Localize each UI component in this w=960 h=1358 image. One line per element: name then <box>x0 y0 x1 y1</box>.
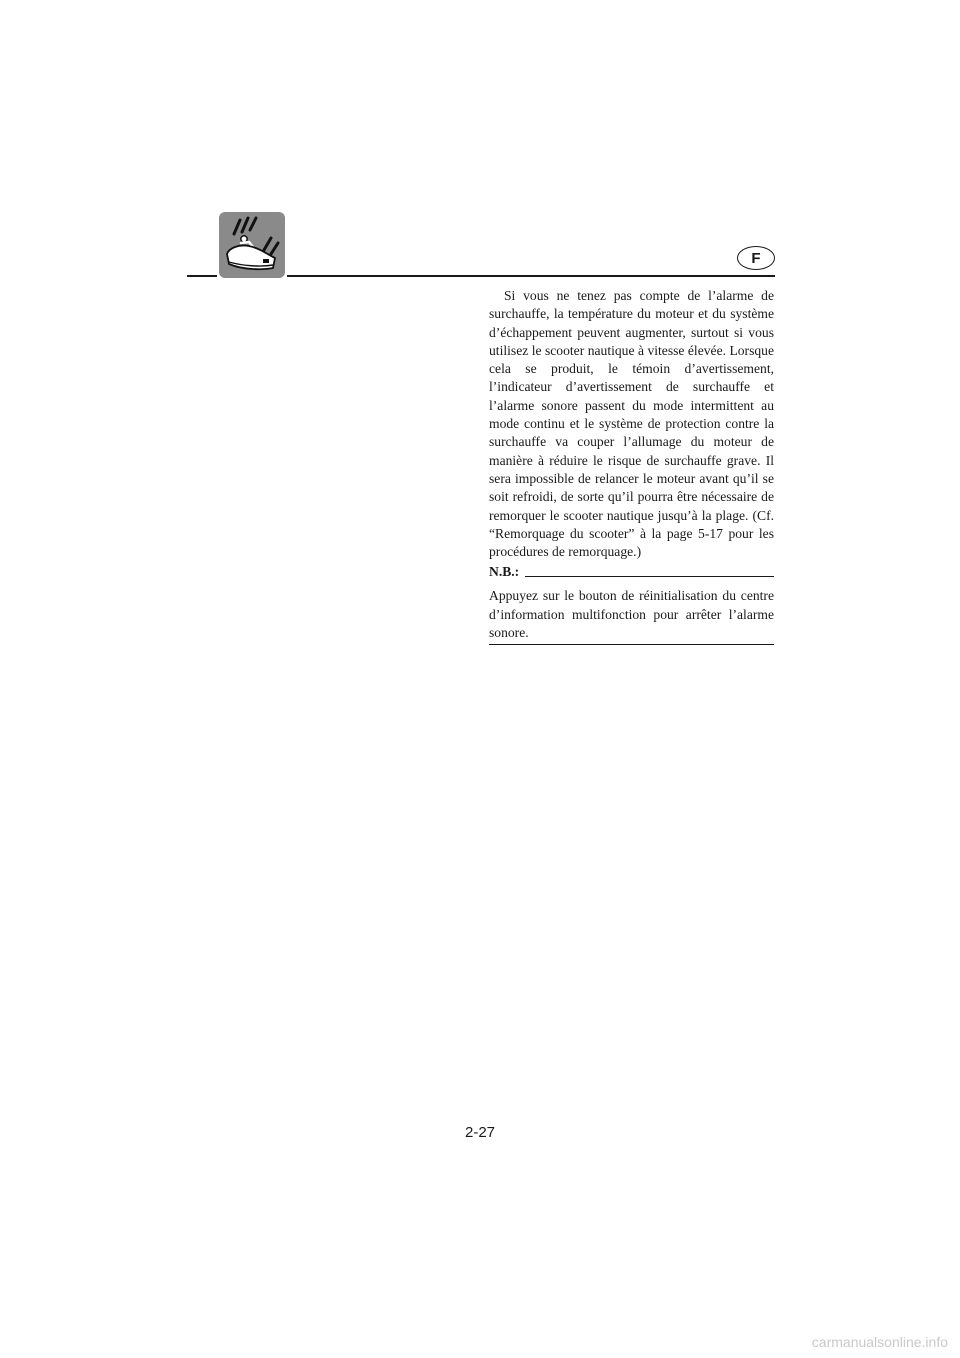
note-heading-rule <box>525 576 774 577</box>
page-number: 2-27 <box>464 1124 496 1141</box>
overheat-warning-paragraph: Si vous ne tenez pas compte de l’alarme de surchauffe, la température du moteur et du système d’échappement peuvent augmenter, surtout si vous utilisez le scooter nautique à vitesse élevée. Lorsque cela se produit, le témoin d’avertissement, l’indicateur d’avertissement de surchauffe et l’alarme sonore passent du mode intermittent au mode continu et le système de protection contre la surchauffe va couper l’allumage du moteur de manière à réduire le risque de surchauffe grave. Il sera impossible de relancer le moteur avant qu’il se soit refroidi, de sorte qu’il pourra être nécessaire de remorquer le scooter nautique jusqu’à la plage. (Cf. “Remorquage du scooter” à la page 5-17 pour les procédures de remorquage.) <box>489 288 774 560</box>
header-rule-right <box>287 275 775 277</box>
watermark: carmanualsonline.info <box>811 1334 948 1350</box>
note-text: Appuyez sur le bouton de réinitialisation du centre d’information multifonction pour arrêter l’alarme sonore. <box>489 587 774 645</box>
watercraft-falling-icon <box>219 212 285 278</box>
note-label: N.B.: <box>489 564 520 580</box>
header-rule-left <box>187 275 217 277</box>
main-content <box>489 287 774 645</box>
note-heading <box>489 563 774 581</box>
language-badge: F <box>737 246 775 270</box>
